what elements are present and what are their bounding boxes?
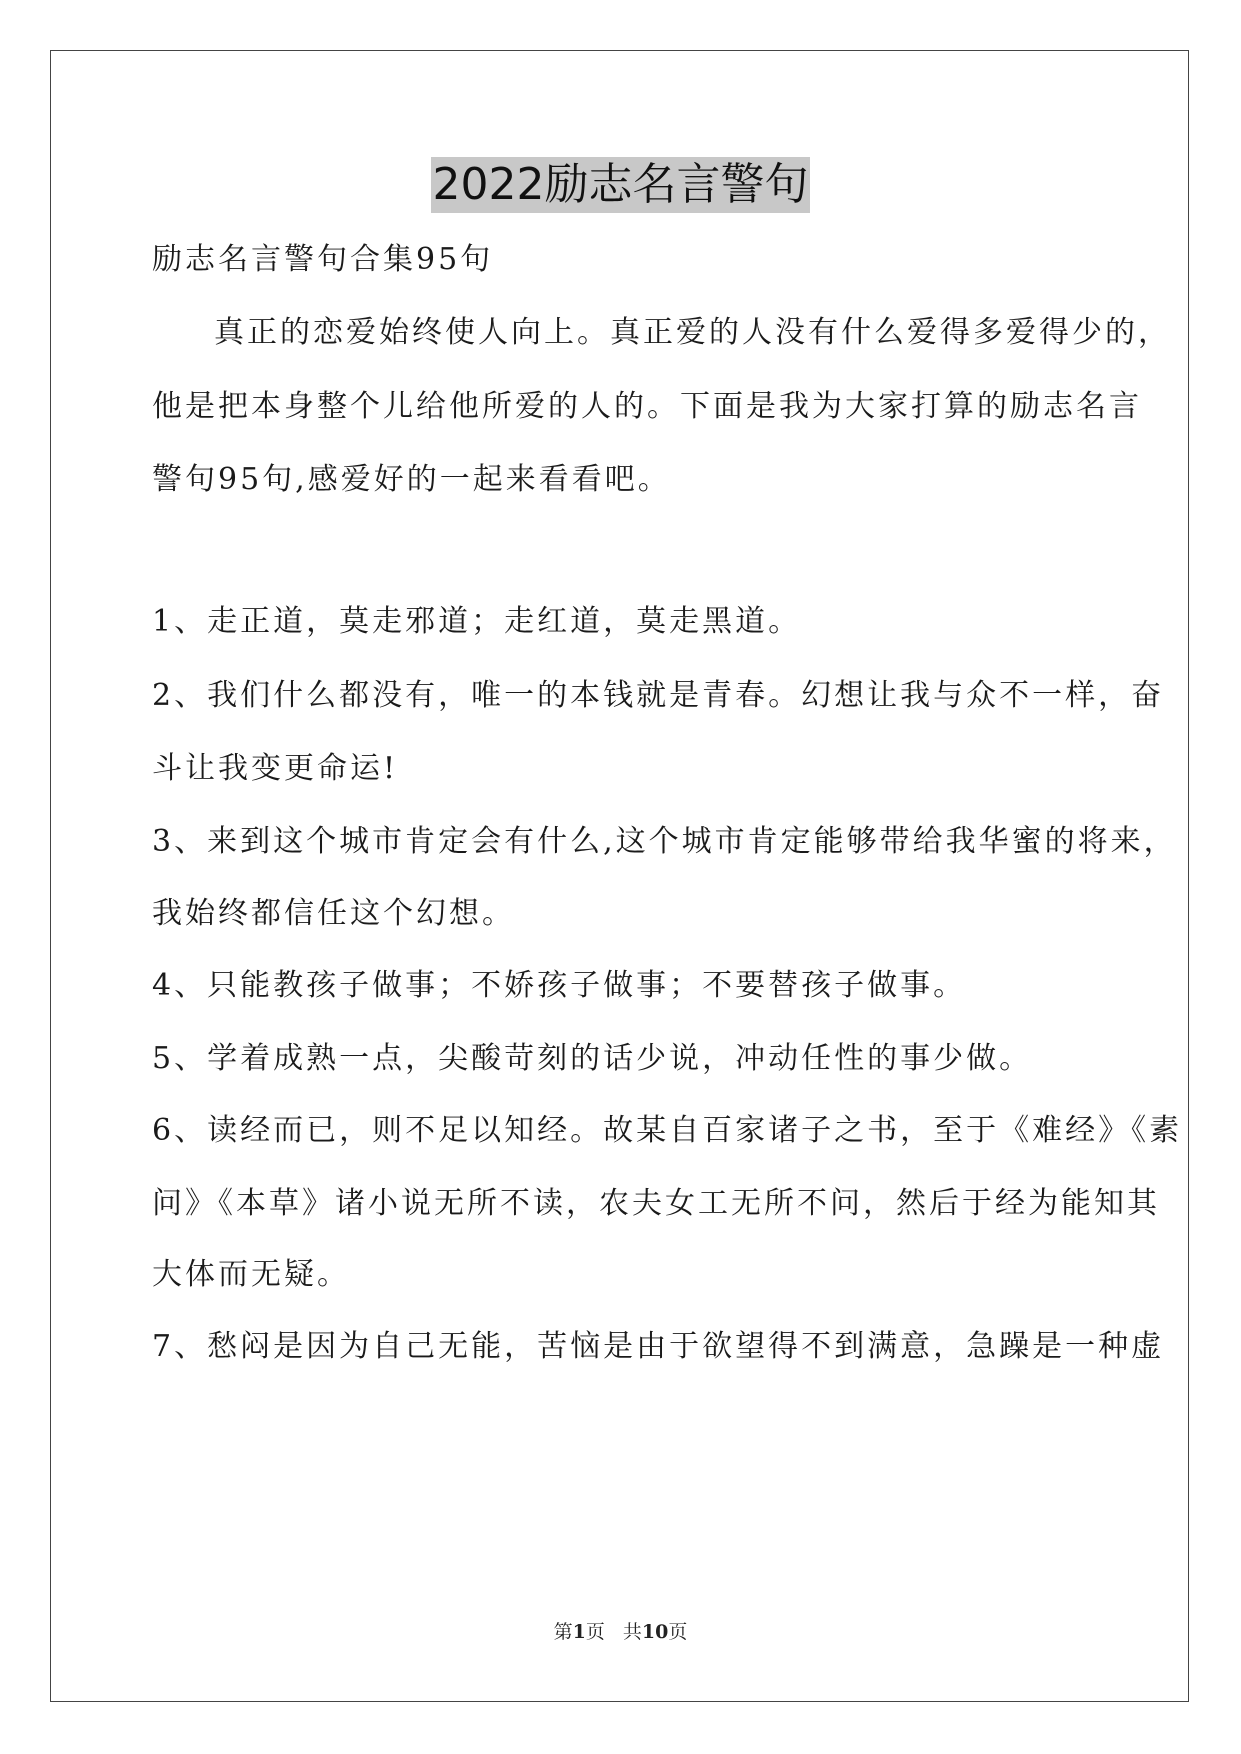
quote-6-line-2: 问》《本草》诸小说无所不读，农夫女工无所不问，然后于经为能知其: [152, 1186, 1160, 1221]
page-footer: [0, 1617, 1241, 1644]
quote-5-line-1: 5、学着成熟一点，尖酸苛刻的话少说，冲动任性的事少做。: [152, 1041, 1033, 1076]
page-suffix: 页: [585, 1621, 605, 1643]
quote-4-line-1: 4、只能教孩子做事；不娇孩子做事；不要替孩子做事。: [152, 968, 967, 1003]
intro-line-1: 真正的恋爱始终使人向上。真正爱的人没有什么爱得多爱得少的，: [214, 315, 1171, 350]
document-title: 2022励志名言警句: [431, 157, 811, 213]
quote-6-line-1: 6、读经而已，则不足以知经。故某自百家诸子之书，至于《难经》《素: [152, 1113, 1183, 1148]
page-border: [50, 50, 1189, 1702]
page-prefix: 第: [553, 1621, 573, 1643]
total-prefix: 共: [622, 1621, 642, 1643]
quote-7-line-1: 7、愁闷是因为自己无能，苦恼是由于欲望得不到满意，急躁是一种虚: [152, 1329, 1165, 1364]
quote-3-line-1: 3、来到这个城市肯定会有什么,这个城市肯定能够带给我华蜜的将来，: [152, 824, 1177, 859]
intro-line-3: 警句95句,感爱好的一起来看看吧。: [152, 462, 671, 497]
intro-line-2: 他是把本身整个儿给他所爱的人的。下面是我为大家打算的励志名言: [152, 389, 1142, 424]
quote-6-line-3: 大体而无疑。: [152, 1257, 350, 1292]
quote-3-line-2: 我始终都信任这个幻想。: [152, 896, 515, 931]
current-page-number: 1: [572, 1621, 586, 1643]
quote-1-line-1: 1、走正道，莫走邪道；走红道，莫走黑道。: [152, 604, 802, 639]
quote-2-line-2: 斗让我变更命运!: [152, 751, 399, 786]
total-suffix: 页: [668, 1621, 688, 1643]
title-container: [0, 157, 1241, 213]
subtitle-line: 励志名言警句合集95句: [152, 242, 494, 277]
quote-2-line-1: 2、我们什么都没有，唯一的本钱就是青春。幻想让我与众不一样，奋: [152, 678, 1165, 713]
total-page-number: 10: [641, 1621, 669, 1643]
